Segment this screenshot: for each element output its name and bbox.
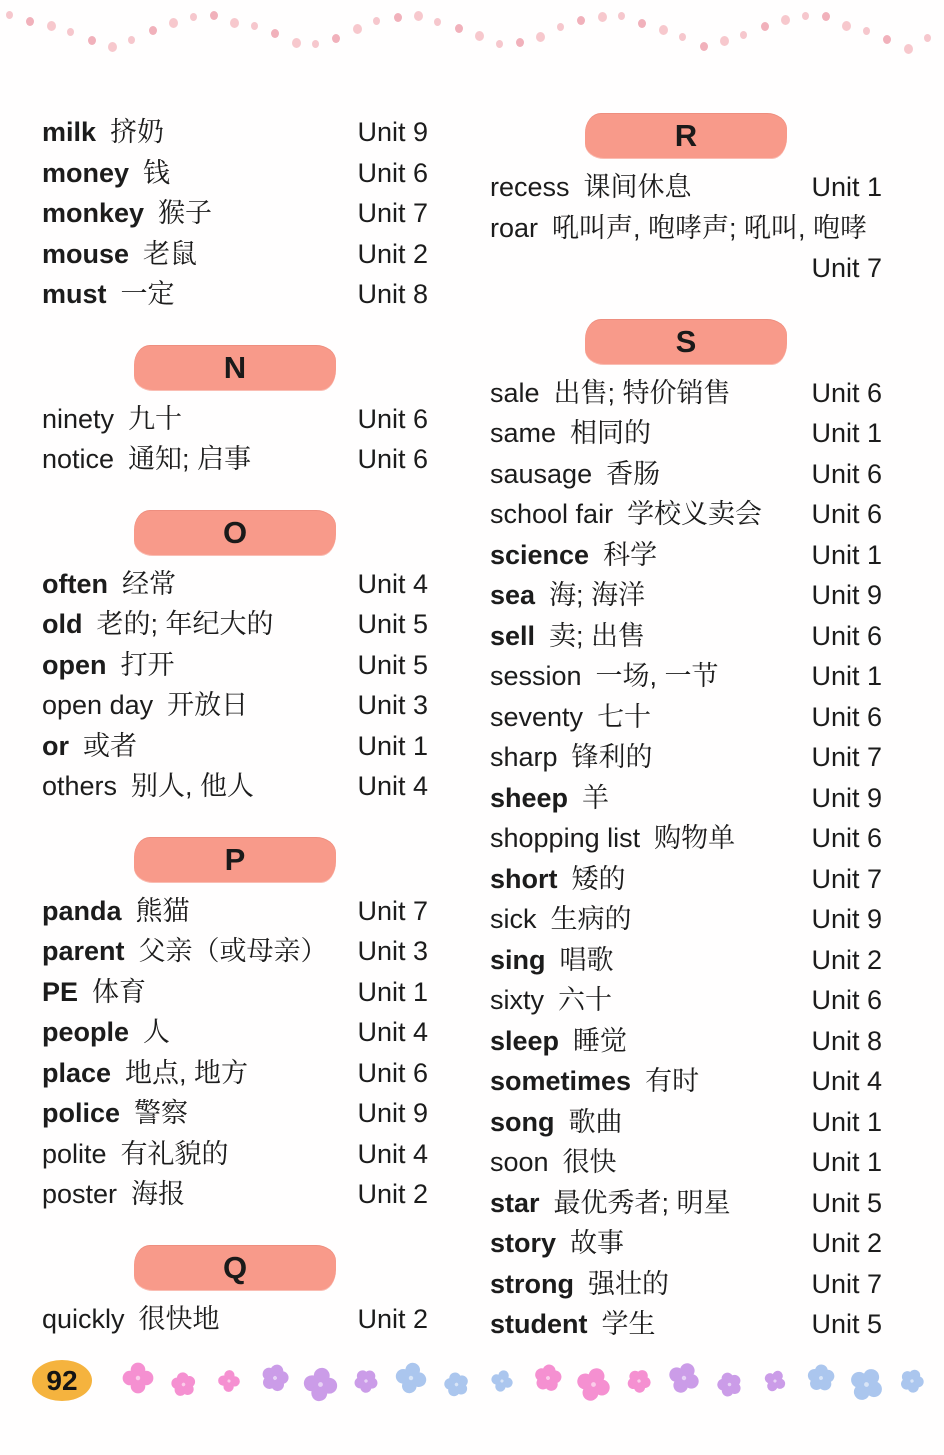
glossary-entry: [42, 1012, 428, 1053]
garland-dot: [700, 42, 708, 51]
garland-dot: [924, 34, 931, 42]
unit-reference: Unit 7: [811, 742, 882, 772]
glossary-entry: [42, 645, 428, 686]
chinese-translation: 课间休息: [583, 172, 692, 202]
unit-reference: Unit 6: [357, 403, 428, 434]
english-word: roar: [490, 212, 539, 243]
chinese-translation: 或者: [83, 730, 137, 761]
unit-reference: Unit 1: [811, 661, 882, 691]
chinese-translation: 体育: [92, 976, 147, 1007]
garland-dot: [373, 17, 380, 25]
garland-dot: [434, 18, 441, 26]
glossary-entry: [490, 778, 882, 819]
glossary-entry: [42, 564, 428, 605]
glossary-entry: [490, 697, 882, 738]
english-word: milk: [42, 117, 97, 147]
chinese-translation: 人: [143, 1017, 171, 1047]
section-header-pill: R: [585, 113, 787, 159]
english-word: sleep: [490, 1025, 560, 1056]
unit-reference: Unit 7: [811, 1268, 882, 1299]
garland-dot: [781, 15, 790, 25]
english-word: student: [490, 1309, 588, 1339]
chinese-translation: 老鼠: [143, 238, 198, 269]
english-word: parent: [42, 936, 125, 966]
section-header: [490, 113, 882, 159]
unit-reference: Unit 1: [811, 418, 882, 448]
chinese-translation: 故事: [570, 1228, 625, 1258]
unit-reference: Unit 6: [811, 499, 882, 529]
garland-dot: [394, 13, 402, 22]
garland-border: [0, 0, 944, 64]
english-word: strong: [490, 1268, 574, 1299]
garland-dot: [332, 34, 340, 43]
unit-reference: Unit 5: [357, 609, 428, 639]
glossary-entry: [42, 931, 428, 972]
garland-dot: [761, 22, 769, 31]
chinese-translation: 海报: [131, 1179, 186, 1209]
english-word: sharp: [490, 742, 558, 772]
unit-reference: Unit 9: [811, 904, 882, 934]
english-word: sing: [490, 944, 546, 975]
glossary-entry: [42, 112, 428, 153]
garland-dot: [108, 42, 117, 52]
english-word: poster: [42, 1179, 118, 1209]
english-word: others: [42, 771, 118, 801]
flower-icon: [662, 1356, 707, 1401]
english-word: star: [490, 1187, 540, 1218]
unit-reference: Unit 4: [357, 771, 428, 801]
english-word: session: [490, 661, 582, 691]
chinese-translation: 地点, 地方: [125, 1057, 249, 1088]
unit-reference: Unit 2: [357, 1179, 428, 1209]
garland-dot: [863, 27, 870, 35]
chinese-translation: 有时: [645, 1066, 700, 1096]
flower-icon: [841, 1359, 892, 1410]
english-word: quickly: [42, 1303, 125, 1334]
chinese-translation: 学校义卖会: [627, 499, 763, 529]
chinese-translation: 六十: [558, 985, 612, 1015]
garland-dot: [577, 16, 585, 25]
section-header: [490, 319, 882, 365]
unit-reference: Unit 6: [357, 444, 428, 474]
chinese-translation: 父亲（或母亲）: [138, 936, 328, 966]
unit-reference: Unit 6: [811, 620, 882, 651]
english-word: panda: [42, 895, 122, 926]
flower-icon: [347, 1363, 383, 1399]
flower-icon: [802, 1360, 839, 1397]
chinese-translation: 一定: [120, 279, 175, 309]
flower-icon: [527, 1358, 567, 1398]
glossary-entry: [490, 1061, 882, 1102]
flower-icon: [216, 1368, 242, 1394]
english-word: soon: [490, 1147, 549, 1177]
chinese-translation: 熊猫: [135, 895, 190, 926]
garland-dot: [822, 12, 830, 21]
garland-dot: [557, 23, 564, 31]
unit-reference: Unit 1: [811, 172, 882, 202]
flower-icon: [569, 1360, 616, 1407]
unit-reference: Unit 3: [357, 690, 428, 720]
english-word: short: [490, 863, 558, 894]
flower-icon: [164, 1365, 202, 1403]
section-header: [42, 837, 428, 883]
glossary-entry: [42, 891, 428, 932]
chinese-translation: 挤奶: [110, 117, 165, 147]
unit-reference: Unit 9: [357, 1098, 428, 1128]
unit-reference: Unit 4: [357, 1017, 428, 1047]
chinese-translation: 卖; 出售: [549, 620, 646, 651]
english-word: monkey: [42, 198, 145, 228]
chinese-translation: 有礼貌的: [120, 1138, 229, 1169]
chinese-translation: 购物单: [654, 823, 736, 853]
chinese-translation: 香肠: [606, 458, 661, 489]
garland-dot: [475, 31, 484, 41]
unit-reference: Unit 1: [357, 976, 428, 1007]
garland-dot: [169, 18, 178, 28]
flower-icon: [299, 1363, 341, 1405]
unit-reference: Unit 8: [357, 279, 428, 309]
english-word: school fair: [490, 499, 614, 529]
chinese-translation: 别人, 他人: [131, 771, 255, 801]
glossary-entry: [42, 439, 428, 480]
unit-reference: Unit 2: [811, 944, 882, 975]
glossary-entry: [490, 1102, 882, 1143]
unit-reference: Unit 1: [811, 1147, 882, 1177]
garland-dot: [190, 13, 197, 21]
chinese-translation: 九十: [128, 403, 183, 434]
garland-dot: [659, 25, 668, 35]
section-header-pill: P: [134, 837, 336, 883]
garland-dot: [883, 35, 891, 44]
chinese-translation: 很快: [562, 1147, 617, 1177]
glossary-entry: [490, 494, 882, 535]
english-word: sausage: [490, 458, 593, 489]
chinese-translation: 七十: [597, 701, 652, 732]
chinese-translation: 打开: [120, 649, 175, 680]
chinese-translation: 矮的: [571, 863, 626, 894]
unit-reference: Unit 4: [811, 1066, 882, 1096]
english-word: sometimes: [490, 1066, 632, 1096]
english-word: sixty: [490, 985, 544, 1015]
unit-reference: Unit 2: [811, 1228, 882, 1258]
page-number: 92: [46, 1364, 78, 1396]
page-number-badge: [32, 1360, 92, 1401]
chinese-translation: 唱歌: [559, 944, 614, 975]
garland-dot: [271, 29, 279, 38]
section-header-pill: Q: [134, 1245, 336, 1291]
chinese-translation: 歌曲: [568, 1106, 623, 1137]
unit-reference: Unit 5: [811, 1309, 882, 1339]
english-word: song: [490, 1106, 555, 1137]
glossary-entry: [490, 1183, 882, 1224]
chinese-translation: 最优秀者; 明星: [553, 1187, 731, 1218]
english-word: ninety: [42, 403, 115, 434]
garland-dot: [740, 31, 747, 39]
unit-reference: Unit 9: [811, 580, 882, 610]
glossary-entry: [490, 575, 882, 616]
glossary-entry: [490, 1142, 882, 1183]
glossary-entry: [490, 1304, 882, 1345]
flower-icon: [391, 1358, 431, 1398]
glossary-entry: [490, 980, 882, 1021]
garland-dot: [720, 36, 729, 46]
glossary-entry: [42, 685, 428, 726]
unit-reference: Unit 6: [357, 1057, 428, 1088]
chinese-translation: 经常: [121, 568, 176, 599]
glossary-entry: [490, 373, 882, 414]
english-word: sick: [490, 904, 537, 934]
section-header-pill: S: [585, 319, 787, 365]
chinese-translation: 钱: [143, 157, 171, 188]
english-word: old: [42, 609, 83, 639]
unit-reference: Unit 8: [811, 1025, 882, 1056]
chinese-translation: 科学: [603, 539, 658, 570]
flower-icon: [487, 1366, 517, 1396]
garland-dot: [149, 26, 157, 35]
unit-reference: Unit 2: [357, 1303, 428, 1334]
english-word: police: [42, 1098, 121, 1128]
english-word: often: [42, 568, 108, 599]
chinese-translation: 海; 海洋: [549, 580, 646, 610]
chinese-translation: 开放日: [167, 690, 249, 720]
english-word: sea: [490, 580, 536, 610]
garland-dot: [598, 12, 607, 22]
glossary-entry: [490, 454, 882, 495]
chinese-translation: 很快地: [138, 1303, 220, 1334]
english-word: sell: [490, 620, 536, 651]
garland-dot: [516, 38, 524, 47]
english-word: story: [490, 1228, 557, 1258]
unit-reference: Unit 6: [811, 701, 882, 732]
english-word: place: [42, 1057, 112, 1088]
unit-reference: Unit 5: [811, 1187, 882, 1218]
glossary-entry: [490, 737, 882, 778]
flower-icon: [896, 1366, 926, 1396]
unit-reference: Unit 2: [357, 238, 428, 269]
glossary-entry: [42, 234, 428, 275]
glossary-entry: [42, 399, 428, 440]
unit-reference: Unit 1: [811, 539, 882, 570]
english-word: must: [42, 279, 107, 309]
section-header-pill: N: [134, 345, 336, 391]
english-word: open day: [42, 690, 154, 720]
glossary-entry: [42, 604, 428, 645]
glossary-entry: [42, 153, 428, 194]
garland-dot: [414, 11, 423, 21]
english-word: people: [42, 1017, 130, 1047]
glossary-column-right: [490, 112, 882, 1345]
flower-icon: [712, 1367, 746, 1401]
glossary-entry: [42, 1299, 428, 1340]
glossary-entry: [490, 535, 882, 576]
unit-reference: Unit 1: [357, 730, 428, 761]
garland-dot: [904, 44, 913, 54]
glossary-entry: [42, 1093, 428, 1134]
chinese-translation: 生病的: [550, 904, 632, 934]
chinese-translation: 锋利的: [571, 742, 653, 772]
flower-border: [118, 1350, 944, 1412]
glossary-entry: [490, 1223, 882, 1264]
chinese-translation: 出售; 特价销售: [553, 377, 731, 408]
english-word: notice: [42, 444, 115, 474]
glossary-entry: [42, 726, 428, 767]
glossary-entry: [490, 167, 882, 208]
unit-reference: Unit 6: [811, 985, 882, 1015]
glossary-entry: [42, 193, 428, 234]
unit-reference: Unit 4: [357, 568, 428, 599]
garland-dot: [230, 18, 239, 28]
flower-icon: [253, 1357, 295, 1399]
english-word: mouse: [42, 238, 130, 269]
english-word: polite: [42, 1138, 107, 1169]
english-word: sale: [490, 377, 540, 408]
english-word: same: [490, 418, 557, 448]
chinese-translation: 羊: [582, 782, 610, 813]
english-word: open: [42, 649, 107, 680]
unit-reference: Unit 7: [811, 863, 882, 894]
garland-dot: [455, 24, 463, 33]
glossary-entry: [490, 208, 882, 289]
glossary-entry: [42, 766, 428, 807]
garland-dot: [210, 11, 218, 20]
chinese-translation: 猴子: [158, 198, 213, 228]
chinese-translation: 吼叫声, 咆哮声; 吼叫, 咆哮: [552, 212, 868, 243]
glossary-entry: [490, 899, 882, 940]
english-word: money: [42, 157, 130, 188]
unit-reference: Unit 9: [811, 782, 882, 813]
english-word: shopping list: [490, 823, 641, 853]
glossary-entry: [490, 656, 882, 697]
garland-dot: [128, 36, 135, 44]
glossary-entry: [42, 972, 428, 1013]
english-word: or: [42, 730, 69, 761]
unit-reference: Unit 1: [811, 1106, 882, 1137]
chinese-translation: 一场, 一节: [595, 661, 719, 691]
unit-reference: Unit 6: [811, 458, 882, 489]
garland-dot: [842, 21, 851, 31]
chinese-translation: 警察: [134, 1098, 189, 1128]
english-word: sheep: [490, 782, 569, 813]
garland-dot: [353, 24, 362, 34]
garland-dot: [67, 28, 74, 36]
garland-dot: [496, 40, 503, 48]
unit-reference: Unit 9: [357, 117, 428, 147]
unit-reference: Unit 7: [811, 253, 882, 283]
garland-dot: [26, 17, 34, 26]
flower-icon: [438, 1365, 475, 1402]
chinese-translation: 睡觉: [573, 1025, 628, 1056]
unit-reference: Unit 4: [357, 1138, 428, 1169]
section-header: [42, 1245, 428, 1291]
glossary-entry: [490, 616, 882, 657]
unit-reference: Unit 6: [811, 377, 882, 408]
unit-reference: Unit 6: [357, 157, 428, 188]
english-word: PE: [42, 976, 79, 1007]
unit-reference: Unit 6: [811, 823, 882, 853]
section-header-pill: O: [134, 510, 336, 556]
garland-dot: [251, 22, 258, 30]
garland-dot: [638, 19, 646, 28]
english-word: seventy: [490, 701, 584, 732]
glossary-entry: [490, 1021, 882, 1062]
unit-reference: Unit 3: [357, 936, 428, 966]
garland-dot: [312, 40, 319, 48]
glossary-entry: [42, 1134, 428, 1175]
glossary-entry: [42, 1174, 428, 1215]
glossary-entry: [490, 1264, 882, 1305]
section-header: [42, 345, 428, 391]
flower-icon: [759, 1365, 791, 1397]
glossary-entry: [490, 413, 882, 454]
garland-dot: [802, 12, 809, 20]
unit-reference: Unit 5: [357, 649, 428, 680]
chinese-translation: 通知; 启事: [128, 444, 252, 474]
glossary-column-left: [42, 112, 428, 1339]
garland-dot: [618, 12, 625, 20]
garland-dot: [679, 33, 686, 41]
garland-dot: [292, 38, 301, 48]
glossary-entry: [490, 818, 882, 859]
english-word: recess: [490, 172, 570, 202]
glossary-entry: [490, 940, 882, 981]
chinese-translation: 相同的: [570, 418, 652, 448]
unit-reference: Unit 7: [357, 895, 428, 926]
english-word: science: [490, 539, 590, 570]
glossary-entry: [42, 274, 428, 315]
garland-dot: [6, 11, 13, 19]
glossary-entry: [490, 859, 882, 900]
garland-dot: [88, 36, 96, 45]
section-header: [42, 510, 428, 556]
flower-icon: [621, 1364, 655, 1398]
chinese-translation: 老的; 年纪大的: [96, 609, 274, 639]
flower-icon: [121, 1361, 155, 1395]
chinese-translation: 学生: [601, 1309, 656, 1339]
unit-reference: Unit 7: [357, 198, 428, 228]
chinese-translation: 强壮的: [588, 1268, 669, 1299]
garland-dot: [47, 21, 56, 31]
garland-dot: [536, 32, 545, 42]
glossary-entry: [42, 1053, 428, 1094]
